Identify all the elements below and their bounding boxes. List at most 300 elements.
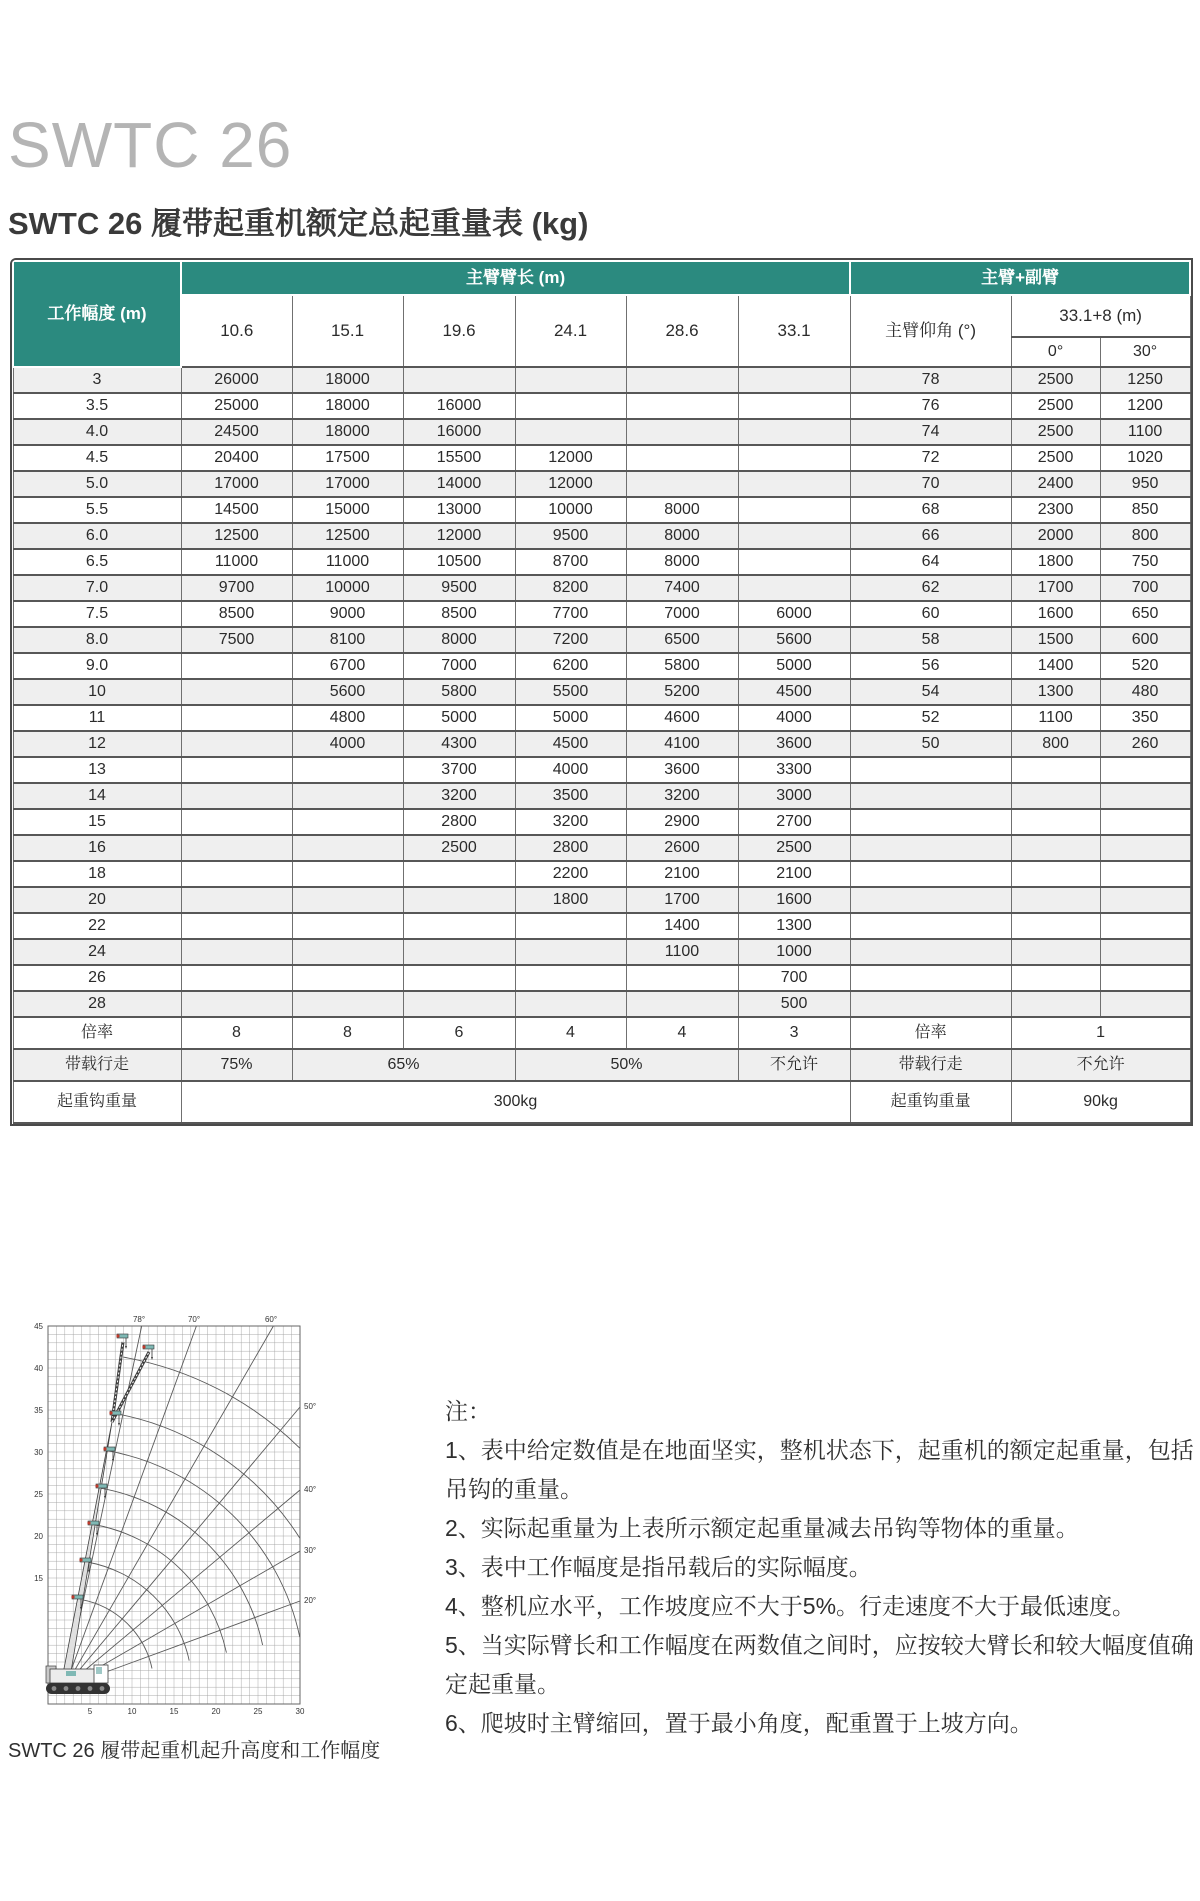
load-cell: [403, 965, 515, 991]
load-cell: [1011, 757, 1100, 783]
ratio-cell: 3: [738, 1017, 850, 1049]
load-cell: [181, 783, 292, 809]
notes-title: 注：: [445, 1398, 491, 1424]
load-cell: 2500: [1011, 393, 1100, 419]
load-cell: [181, 653, 292, 679]
load-cell: [292, 939, 403, 965]
load-cell: 8000: [626, 549, 738, 575]
radius-cell: 20: [13, 887, 181, 913]
load-cell: [1100, 783, 1190, 809]
load-cell: 11000: [181, 549, 292, 575]
radius-cell: 12: [13, 731, 181, 757]
load-cell: 7700: [515, 601, 626, 627]
ratio-label: 倍率: [13, 1017, 181, 1049]
travel-cell: 65%: [292, 1049, 515, 1081]
load-cell: 5000: [738, 653, 850, 679]
load-cell: 14500: [181, 497, 292, 523]
load-cell: [1011, 835, 1100, 861]
load-cell: [515, 939, 626, 965]
svg-text:10: 10: [127, 1707, 137, 1716]
load-cell: [1011, 965, 1100, 991]
load-cell: [850, 965, 1011, 991]
load-cell: 5600: [292, 679, 403, 705]
load-cell: [292, 965, 403, 991]
brand-title: SWTC 26: [8, 109, 293, 181]
load-cell: [1100, 861, 1190, 887]
load-cell: 68: [850, 497, 1011, 523]
table-footer: [13, 1017, 1190, 1123]
load-cell: 1100: [626, 939, 738, 965]
load-cell: [1100, 809, 1190, 835]
load-chart-table-wrap: [10, 258, 1193, 1126]
load-cell: 8000: [403, 627, 515, 653]
load-cell: 650: [1100, 601, 1190, 627]
load-cell: [403, 913, 515, 939]
load-cell: 1200: [1100, 393, 1190, 419]
load-cell: 600: [1100, 627, 1190, 653]
load-cell: 9500: [403, 575, 515, 601]
table-row: [13, 601, 1190, 627]
svg-text:50°: 50°: [304, 1402, 317, 1411]
load-cell: 1700: [626, 887, 738, 913]
load-cell: 480: [1100, 679, 1190, 705]
load-cell: 7400: [626, 575, 738, 601]
load-cell: 4500: [515, 731, 626, 757]
radius-cell: 18: [13, 861, 181, 887]
table-row: [13, 991, 1190, 1017]
load-cell: 2500: [1011, 367, 1100, 393]
note-item: 5、当实际臂长和工作幅度在两数值之间时，应按较大臂长和较大幅度值确定起重量。: [445, 1632, 1194, 1697]
load-cell: 750: [1100, 549, 1190, 575]
load-cell: [181, 887, 292, 913]
svg-text:30: 30: [34, 1448, 43, 1457]
table-row: [13, 445, 1190, 471]
load-cell: [1100, 887, 1190, 913]
load-cell: 5000: [403, 705, 515, 731]
header-boom-angle: 主臂仰角 (°): [850, 295, 1011, 367]
load-cell: [850, 757, 1011, 783]
load-cell: 850: [1100, 497, 1190, 523]
load-cell: [292, 835, 403, 861]
load-cell: 24500: [181, 419, 292, 445]
header-jib-angle: 0°: [1011, 337, 1100, 367]
table-row: [13, 523, 1190, 549]
load-cell: 10500: [403, 549, 515, 575]
load-cell: 10000: [292, 575, 403, 601]
load-cell: 25000: [181, 393, 292, 419]
hook-weight-cell: 300kg: [181, 1081, 850, 1123]
load-cell: 3600: [626, 757, 738, 783]
jib-ratio-cell: 1: [1011, 1017, 1190, 1049]
load-cell: 4600: [626, 705, 738, 731]
load-cell: 8200: [515, 575, 626, 601]
note-item: 1、表中给定数值是在地面坚实，整机状态下，起重机的额定起重量，包括吊钩的重量。: [445, 1437, 1194, 1502]
header-main-boom-group: 主臂臂长 (m): [181, 261, 850, 295]
load-cell: 700: [738, 965, 850, 991]
load-cell: 2800: [403, 809, 515, 835]
svg-text:25: 25: [253, 1707, 263, 1716]
load-cell: 4500: [738, 679, 850, 705]
load-cell: 3500: [515, 783, 626, 809]
load-cell: 500: [738, 991, 850, 1017]
load-cell: [626, 393, 738, 419]
load-cell: [1100, 757, 1190, 783]
load-cell: 20400: [181, 445, 292, 471]
load-cell: [181, 679, 292, 705]
load-cell: [515, 913, 626, 939]
hook-weight-label: 起重钩重量: [13, 1081, 181, 1123]
load-cell: 26000: [181, 367, 292, 393]
radius-cell: 14: [13, 783, 181, 809]
load-cell: [1100, 913, 1190, 939]
load-cell: 74: [850, 419, 1011, 445]
table-body: [13, 367, 1190, 1017]
load-cell: [1011, 991, 1100, 1017]
load-cell: 2000: [1011, 523, 1100, 549]
load-cell: [292, 861, 403, 887]
load-cell: 6700: [292, 653, 403, 679]
load-cell: 520: [1100, 653, 1190, 679]
load-cell: [738, 523, 850, 549]
table-header: [13, 261, 1190, 367]
header-boom-length: 24.1: [515, 295, 626, 367]
load-cell: 17000: [181, 471, 292, 497]
table-row: [13, 549, 1190, 575]
svg-text:40: 40: [34, 1364, 43, 1373]
svg-text:78°: 78°: [132, 1315, 146, 1324]
note-item: 4、整机应水平，工作坡度应不大于5%。行走速度不大于最低速度。: [445, 1593, 1136, 1619]
load-cell: [403, 991, 515, 1017]
load-cell: 7000: [403, 653, 515, 679]
load-cell: 9700: [181, 575, 292, 601]
load-cell: [292, 887, 403, 913]
load-cell: [181, 705, 292, 731]
table-row: [13, 965, 1190, 991]
table-row: [13, 731, 1190, 757]
load-cell: 4300: [403, 731, 515, 757]
load-cell: 2500: [1011, 445, 1100, 471]
load-cell: [850, 991, 1011, 1017]
load-cell: 4100: [626, 731, 738, 757]
load-cell: [181, 965, 292, 991]
load-cell: [626, 991, 738, 1017]
radius-cell: 3.5: [13, 393, 181, 419]
load-cell: 9000: [292, 601, 403, 627]
load-cell: [292, 757, 403, 783]
svg-text:35: 35: [34, 1406, 43, 1415]
load-cell: 14000: [403, 471, 515, 497]
svg-text:20°: 20°: [304, 1596, 317, 1605]
table-row: [13, 419, 1190, 445]
load-cell: 4000: [515, 757, 626, 783]
ratio-cell: 8: [292, 1017, 403, 1049]
ratio-cell: 6: [403, 1017, 515, 1049]
table-row: [13, 809, 1190, 835]
load-cell: 2900: [626, 809, 738, 835]
radius-cell: 11: [13, 705, 181, 731]
table-row: [13, 783, 1190, 809]
svg-text:20: 20: [211, 1707, 221, 1716]
table-row: [13, 679, 1190, 705]
load-cell: [850, 939, 1011, 965]
load-cell: [515, 991, 626, 1017]
crane-icon: [46, 1334, 154, 1694]
load-cell: 8000: [626, 523, 738, 549]
table-row: [13, 939, 1190, 965]
load-cell: [850, 861, 1011, 887]
load-cell: [403, 939, 515, 965]
note-item: 6、爬坡时主臂缩回，置于最小角度，配重置于上坡方向。: [445, 1710, 1033, 1736]
travel-label: 带载行走: [13, 1049, 181, 1081]
radius-cell: 4.5: [13, 445, 181, 471]
load-cell: 10000: [515, 497, 626, 523]
load-cell: 78: [850, 367, 1011, 393]
load-cell: 700: [1100, 575, 1190, 601]
load-cell: [626, 445, 738, 471]
radius-cell: 8.0: [13, 627, 181, 653]
radius-cell: 16: [13, 835, 181, 861]
radius-cell: 5.0: [13, 471, 181, 497]
load-cell: 950: [1100, 471, 1190, 497]
load-cell: 3600: [738, 731, 850, 757]
radius-cell: 4.0: [13, 419, 181, 445]
load-cell: 9500: [515, 523, 626, 549]
load-cell: 7200: [515, 627, 626, 653]
load-cell: 8000: [626, 497, 738, 523]
table-row: [13, 367, 1190, 393]
load-cell: 64: [850, 549, 1011, 575]
header-jib-length: 33.1+8 (m): [1011, 295, 1190, 337]
radius-cell: 15: [13, 809, 181, 835]
load-cell: [738, 471, 850, 497]
load-cell: [292, 913, 403, 939]
load-cell: 800: [1011, 731, 1100, 757]
load-cell: 13000: [403, 497, 515, 523]
load-cell: 1400: [1011, 653, 1100, 679]
load-cell: 18000: [292, 419, 403, 445]
diagram-caption: SWTC 26 履带起重机起升高度和工作幅度: [8, 1740, 381, 1762]
load-cell: [738, 575, 850, 601]
load-cell: 12000: [515, 471, 626, 497]
load-cell: 11000: [292, 549, 403, 575]
load-cell: 52: [850, 705, 1011, 731]
load-cell: 2500: [403, 835, 515, 861]
page-title: SWTC 26 履带起重机额定总起重量表 (kg): [8, 206, 589, 241]
table-row: [13, 913, 1190, 939]
travel-cell: 50%: [515, 1049, 738, 1081]
load-cell: 5000: [515, 705, 626, 731]
load-cell: 350: [1100, 705, 1190, 731]
load-cell: 8500: [403, 601, 515, 627]
load-cell: [626, 471, 738, 497]
load-cell: 5800: [403, 679, 515, 705]
travel-cell: 75%: [181, 1049, 292, 1081]
load-cell: 5200: [626, 679, 738, 705]
travel-row: [13, 1049, 1190, 1081]
note-item: 2、实际起重量为上表所示额定起重量减去吊钩等物体的重量。: [445, 1515, 1079, 1541]
load-cell: 60: [850, 601, 1011, 627]
radius-cell: 3: [13, 367, 181, 393]
load-cell: [738, 497, 850, 523]
ratio-cell: 4: [626, 1017, 738, 1049]
load-cell: 7500: [181, 627, 292, 653]
load-cell: 1300: [738, 913, 850, 939]
header-boom-length: 33.1: [738, 295, 850, 367]
header-boom-length: 15.1: [292, 295, 403, 367]
svg-text:5: 5: [87, 1707, 93, 1716]
load-cell: [181, 861, 292, 887]
load-cell: 4800: [292, 705, 403, 731]
load-cell: 18000: [292, 367, 403, 393]
load-cell: 5600: [738, 627, 850, 653]
load-cell: 1250: [1100, 367, 1190, 393]
load-chart-table: [12, 260, 1191, 1124]
load-cell: 16000: [403, 419, 515, 445]
load-cell: 3200: [515, 809, 626, 835]
load-cell: [738, 393, 850, 419]
table-row: [13, 705, 1190, 731]
load-cell: 1600: [738, 887, 850, 913]
load-cell: [515, 367, 626, 393]
load-cell: 1300: [1011, 679, 1100, 705]
load-cell: 3700: [403, 757, 515, 783]
load-cell: 2700: [738, 809, 850, 835]
notes: [445, 1392, 1197, 1743]
header-jib-angle: 30°: [1100, 337, 1190, 367]
load-cell: [1011, 887, 1100, 913]
load-cell: 1800: [515, 887, 626, 913]
load-cell: [738, 445, 850, 471]
load-cell: [738, 419, 850, 445]
table-row: [13, 757, 1190, 783]
load-cell: 2800: [515, 835, 626, 861]
load-cell: 1000: [738, 939, 850, 965]
table-row: [13, 575, 1190, 601]
ratio-cell: 8: [181, 1017, 292, 1049]
load-cell: 12000: [515, 445, 626, 471]
svg-text:15: 15: [169, 1707, 179, 1716]
load-cell: 15500: [403, 445, 515, 471]
load-cell: [181, 913, 292, 939]
load-cell: 70: [850, 471, 1011, 497]
y-axis-ticks: [34, 1322, 43, 1583]
load-cell: 3000: [738, 783, 850, 809]
load-cell: 5800: [626, 653, 738, 679]
header-boom-length: 19.6: [403, 295, 515, 367]
table-row: [13, 835, 1190, 861]
radius-cell: 22: [13, 913, 181, 939]
load-cell: 12500: [292, 523, 403, 549]
load-cell: [181, 991, 292, 1017]
load-cell: [1100, 835, 1190, 861]
svg-text:20: 20: [34, 1532, 43, 1541]
load-cell: 4000: [738, 705, 850, 731]
table-row: [13, 861, 1190, 887]
jib-hook-weight-label: 起重钩重量: [850, 1081, 1011, 1123]
load-cell: [1011, 809, 1100, 835]
load-cell: 7000: [626, 601, 738, 627]
radius-cell: 28: [13, 991, 181, 1017]
svg-text:40°: 40°: [304, 1485, 317, 1494]
load-cell: 1020: [1100, 445, 1190, 471]
load-cell: [403, 861, 515, 887]
load-cell: [626, 965, 738, 991]
load-cell: 58: [850, 627, 1011, 653]
svg-text:60°: 60°: [264, 1315, 278, 1324]
radius-cell: 9.0: [13, 653, 181, 679]
load-cell: 2400: [1011, 471, 1100, 497]
load-cell: 62: [850, 575, 1011, 601]
ratio-row: [13, 1017, 1190, 1049]
load-cell: 2200: [515, 861, 626, 887]
radius-cell: 7.5: [13, 601, 181, 627]
note-item: 3、表中工作幅度是指吊载后的实际幅度。: [445, 1554, 872, 1580]
load-cell: [850, 913, 1011, 939]
load-cell: [738, 549, 850, 575]
load-cell: [403, 887, 515, 913]
load-cell: [850, 809, 1011, 835]
load-cell: 1100: [1100, 419, 1190, 445]
load-cell: [181, 835, 292, 861]
table-row: [13, 393, 1190, 419]
jib-ratio-label: 倍率: [850, 1017, 1011, 1049]
load-cell: [1011, 861, 1100, 887]
load-cell: 2600: [626, 835, 738, 861]
load-cell: [850, 887, 1011, 913]
load-cell: 2500: [1011, 419, 1100, 445]
load-cell: [181, 809, 292, 835]
load-cell: [181, 757, 292, 783]
load-cell: 6500: [626, 627, 738, 653]
jib-travel-cell: 不允许: [1011, 1049, 1190, 1081]
radius-cell: 10: [13, 679, 181, 705]
load-cell: 8500: [181, 601, 292, 627]
load-cell: [181, 939, 292, 965]
travel-cell: 不允许: [738, 1049, 850, 1081]
load-cell: 54: [850, 679, 1011, 705]
svg-text:25: 25: [34, 1490, 43, 1499]
load-cell: [1011, 913, 1100, 939]
radius-cell: 13: [13, 757, 181, 783]
table-row: [13, 497, 1190, 523]
header-boom-length: 10.6: [181, 295, 292, 367]
load-cell: [292, 809, 403, 835]
load-cell: 800: [1100, 523, 1190, 549]
header-jib-group: 主臂+副臂: [850, 261, 1190, 295]
header-boom-length: 28.6: [626, 295, 738, 367]
load-cell: 5500: [515, 679, 626, 705]
load-cell: 3300: [738, 757, 850, 783]
radius-cell: 26: [13, 965, 181, 991]
load-cell: 260: [1100, 731, 1190, 757]
load-cell: 6000: [738, 601, 850, 627]
load-cell: 1100: [1011, 705, 1100, 731]
load-cell: 12000: [403, 523, 515, 549]
load-cell: [1100, 939, 1190, 965]
radius-cell: 6.0: [13, 523, 181, 549]
load-cell: 6200: [515, 653, 626, 679]
hook-weight-row: [13, 1081, 1190, 1123]
load-cell: 3200: [626, 783, 738, 809]
load-cell: 4000: [292, 731, 403, 757]
table-row: [13, 627, 1190, 653]
load-cell: 2300: [1011, 497, 1100, 523]
radius-cell: 6.5: [13, 549, 181, 575]
svg-text:30: 30: [295, 1707, 305, 1716]
load-cell: [515, 419, 626, 445]
load-cell: [292, 783, 403, 809]
load-cell: 72: [850, 445, 1011, 471]
